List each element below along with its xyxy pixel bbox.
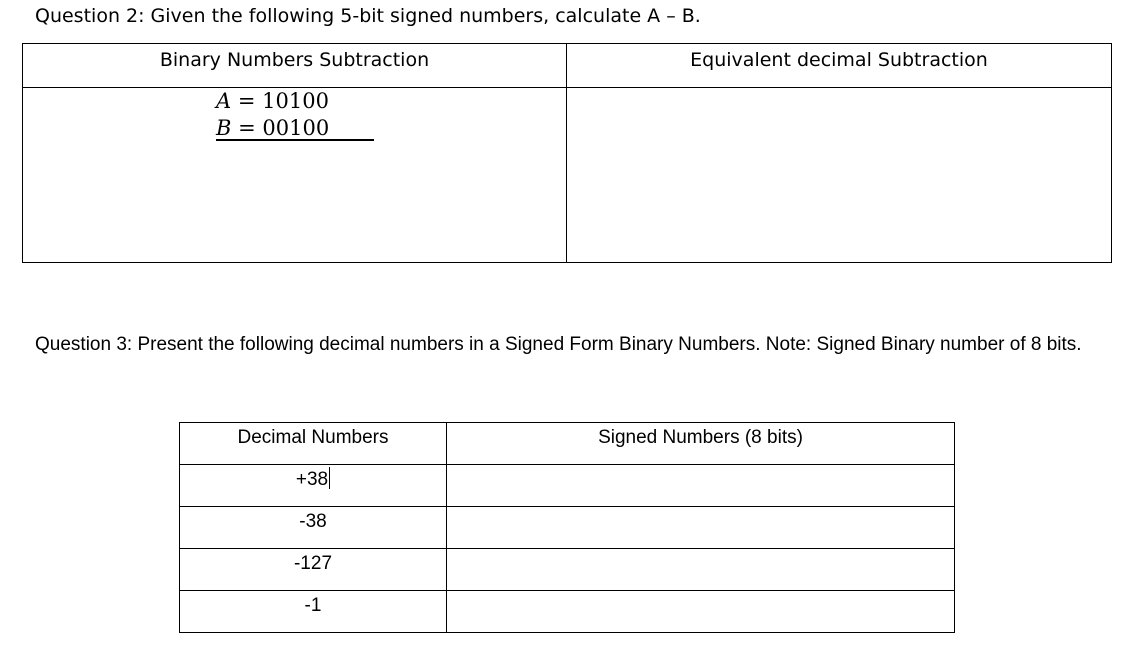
question-2-title: Question 2: Given the following 5-bit signed numbers, calculate A – B. — [35, 5, 701, 27]
signed-numbers-header: Signed Numbers (8 bits) — [447, 423, 955, 465]
question-3-title: Question 3: Present the following decimal numbers in a Signed Form Binary Numbers. Note: Signed Binary number of 8 bits. — [35, 334, 1082, 355]
binary-subtraction-table — [22, 43, 1112, 263]
table-header-row — [180, 423, 955, 465]
decimal-value: +38 — [295, 469, 329, 490]
equals-sign-b: = — [238, 116, 256, 140]
signed-cell[interactable] — [447, 591, 955, 633]
value-b: 00100 — [262, 116, 330, 140]
subtraction-underline — [216, 139, 374, 141]
signed-cell[interactable] — [447, 549, 955, 591]
signed-numbers-table — [179, 422, 955, 633]
decimal-cell[interactable]: -127 — [180, 549, 447, 591]
table-row — [180, 591, 955, 633]
decimal-subtraction-header: Equivalent decimal Subtraction — [567, 44, 1112, 88]
signed-cell[interactable] — [447, 507, 955, 549]
decimal-cell[interactable]: -38 — [180, 507, 447, 549]
table-header-row — [23, 44, 1112, 88]
table-row — [23, 88, 1112, 263]
text-cursor — [329, 467, 330, 489]
signed-cell[interactable] — [447, 465, 955, 507]
table-row — [180, 507, 955, 549]
value-a: 10100 — [262, 89, 329, 113]
variable-a: A — [216, 89, 232, 113]
decimal-numbers-header: Decimal Numbers — [180, 423, 447, 465]
table-row — [180, 465, 955, 507]
binary-subtraction-header: Binary Numbers Subtraction — [23, 44, 567, 88]
variable-b: B — [216, 116, 232, 140]
table-row — [180, 549, 955, 591]
binary-subtraction-cell[interactable] — [23, 88, 567, 263]
equation-b — [216, 115, 329, 141]
decimal-cell[interactable]: -1 — [180, 591, 447, 633]
equation-a — [216, 88, 329, 114]
decimal-subtraction-cell[interactable] — [567, 88, 1112, 263]
decimal-cell[interactable] — [180, 465, 447, 507]
equals-sign-a: = — [237, 89, 256, 113]
